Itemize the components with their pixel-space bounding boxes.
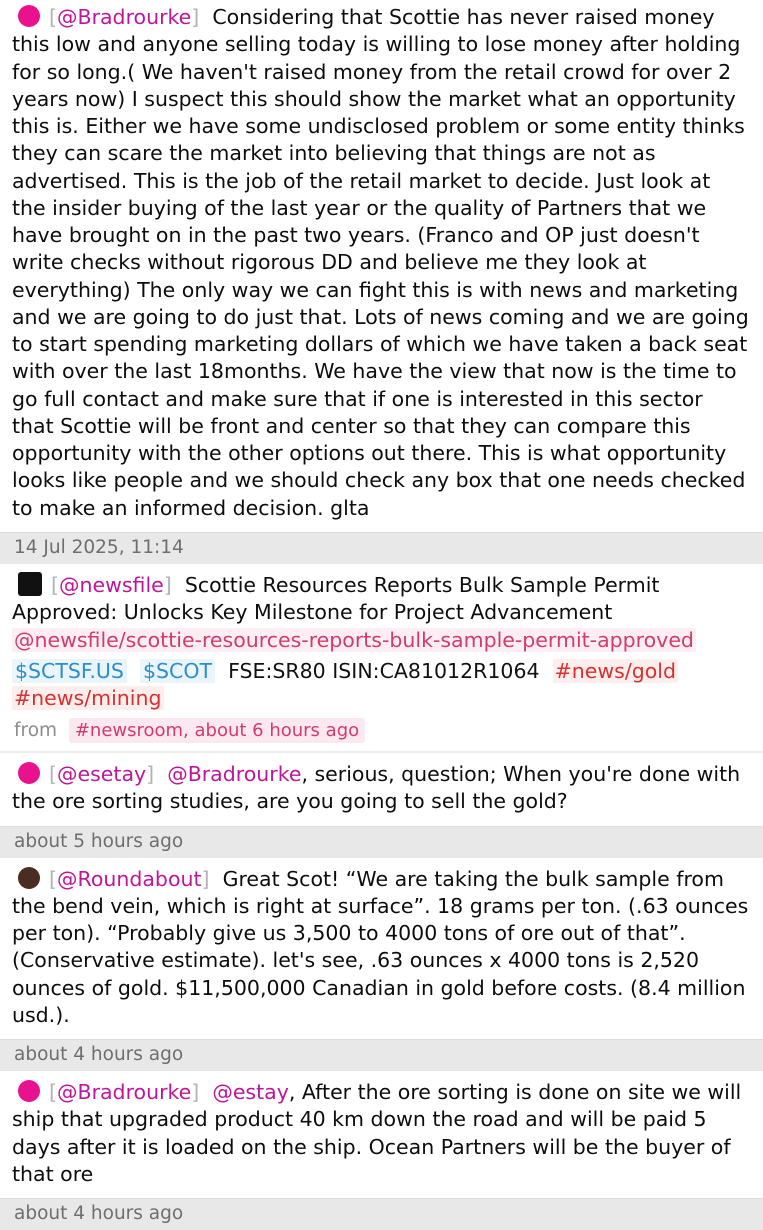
- news-headline: Scottie Resources Reports Bulk Sample Permit Approved: Unlocks Key Milestone for Project Advancement: [12, 572, 660, 624]
- post-author-handle[interactable]: @esetay: [57, 762, 147, 786]
- handle-open-bracket: [: [49, 762, 57, 786]
- tag-news-gold[interactable]: #news/gold: [554, 658, 676, 683]
- post-text: Great Scot! “We are taking the bulk sample from the bend vein, which is right at surface”. 18 grams per ton. (.63 ounces per ton). “Probably give us 3,500 to 4000 tons of ore out of that”. (Conservative estimate). let's see, .63 ounces x 4000 tons is 2,520 ounces of gold. $11,500,000 Canadian in gold before costs. (8.4 million usd.).: [12, 866, 749, 1027]
- avatar-newsfile[interactable]: [18, 572, 42, 596]
- tag-news-mining[interactable]: #news/mining: [14, 685, 162, 710]
- handle-open-bracket: [: [49, 1080, 57, 1104]
- post-text: Considering that Scottie has never raised money this low and anyone selling today is willing to lose money after holding for so long.( We haven't raised money from the retail crowd for over 2 years now) I suspect this should show the market what an opportunity this is. Either we have some undisclosed problem or some entity thinks they can scare the market into believing that things are not as advertised. This is the job of the retail market to decide. Just look at the insider buying of the last year or the quality of Partners that we have brought on in the past two years. (Franco and OP just doesn't write checks without rigorous DD and believe me they look at everything) The only way we can fight this is with news and marketing and we are going to do just that. Lots of news coming and we are going to start spending marketing dollars of which we have taken a back seat with over the last 18months. We have the view that now is the time to go full contact and make sure that if one is interested in this sector that Scottie will be front and center so that they can compare this opportunity with the other options out there. This is what opportunity looks like people and we should check any box that one needs checked to make an informed decision. glta: [12, 5, 749, 520]
- post-body: [12, 866, 749, 1030]
- post-bradrourke-long[interactable]: [0, 0, 763, 532]
- news-from-row: [0, 714, 763, 751]
- post-newsfile[interactable]: [0, 564, 763, 714]
- post-timestamp: about 5 hours ago: [0, 826, 763, 858]
- post-esetay[interactable]: [0, 753, 763, 826]
- avatar-roundabout[interactable]: [18, 867, 40, 889]
- from-newsroom-chip[interactable]: #newsroom, about 6 hours ago: [69, 718, 365, 743]
- post-timestamp: 14 Jul 2025, 11:14: [0, 532, 763, 564]
- post-roundabout[interactable]: [0, 858, 763, 1040]
- avatar-bradrourke[interactable]: [18, 5, 40, 27]
- post-mention[interactable]: @Bradrourke: [167, 762, 302, 786]
- post-author-handle[interactable]: @Roundabout: [57, 866, 202, 891]
- post-bradrourke-reply[interactable]: [0, 1071, 763, 1198]
- handle-close-bracket: ]: [146, 762, 155, 786]
- post-body: [12, 1079, 749, 1188]
- post-mention[interactable]: @estay: [212, 1080, 289, 1104]
- handle-close-bracket: ]: [201, 866, 210, 891]
- post-author-handle[interactable]: @newsfile: [59, 572, 164, 597]
- news-identifiers: FSE:SR80 ISIN:CA81012R1064: [228, 658, 540, 683]
- news-tickers-row: [12, 658, 749, 713]
- handle-close-bracket: ]: [191, 5, 200, 29]
- post-body: [12, 4, 749, 522]
- from-label: from: [14, 720, 58, 741]
- ticker-scot[interactable]: $SCOT: [140, 659, 215, 683]
- avatar-esetay[interactable]: [18, 762, 40, 784]
- handle-open-bracket: [: [51, 572, 59, 597]
- ticker-sctsf[interactable]: $SCTSF.US: [12, 659, 127, 683]
- post-body: [12, 761, 749, 816]
- post-timestamp: about 4 hours ago: [0, 1198, 763, 1230]
- post-text: , serious, question; When you're done with the ore sorting studies, are you going to sell the gold?: [12, 762, 741, 814]
- avatar-bradrourke-2[interactable]: [18, 1080, 40, 1102]
- news-meta-row: [12, 627, 749, 654]
- news-slug-link[interactable]: @newsfile/scottie-resources-reports-bulk-sample-permit-approved: [14, 628, 694, 653]
- post-text: , After the ore sorting is done on site we will ship that upgraded product 40 km down the road and will be paid 5 days after it is loaded on the ship. Ocean Partners will be the buyer of that ore: [12, 1080, 742, 1186]
- post-author-handle[interactable]: @Bradrourke: [57, 5, 192, 29]
- handle-open-bracket: [: [49, 866, 57, 891]
- post-timestamp: about 4 hours ago: [0, 1039, 763, 1071]
- post-body: [12, 572, 749, 627]
- handle-close-bracket: ]: [163, 572, 172, 597]
- handle-open-bracket: [: [49, 5, 57, 29]
- handle-close-bracket: ]: [191, 1080, 200, 1104]
- post-author-handle[interactable]: @Bradrourke: [57, 1080, 192, 1104]
